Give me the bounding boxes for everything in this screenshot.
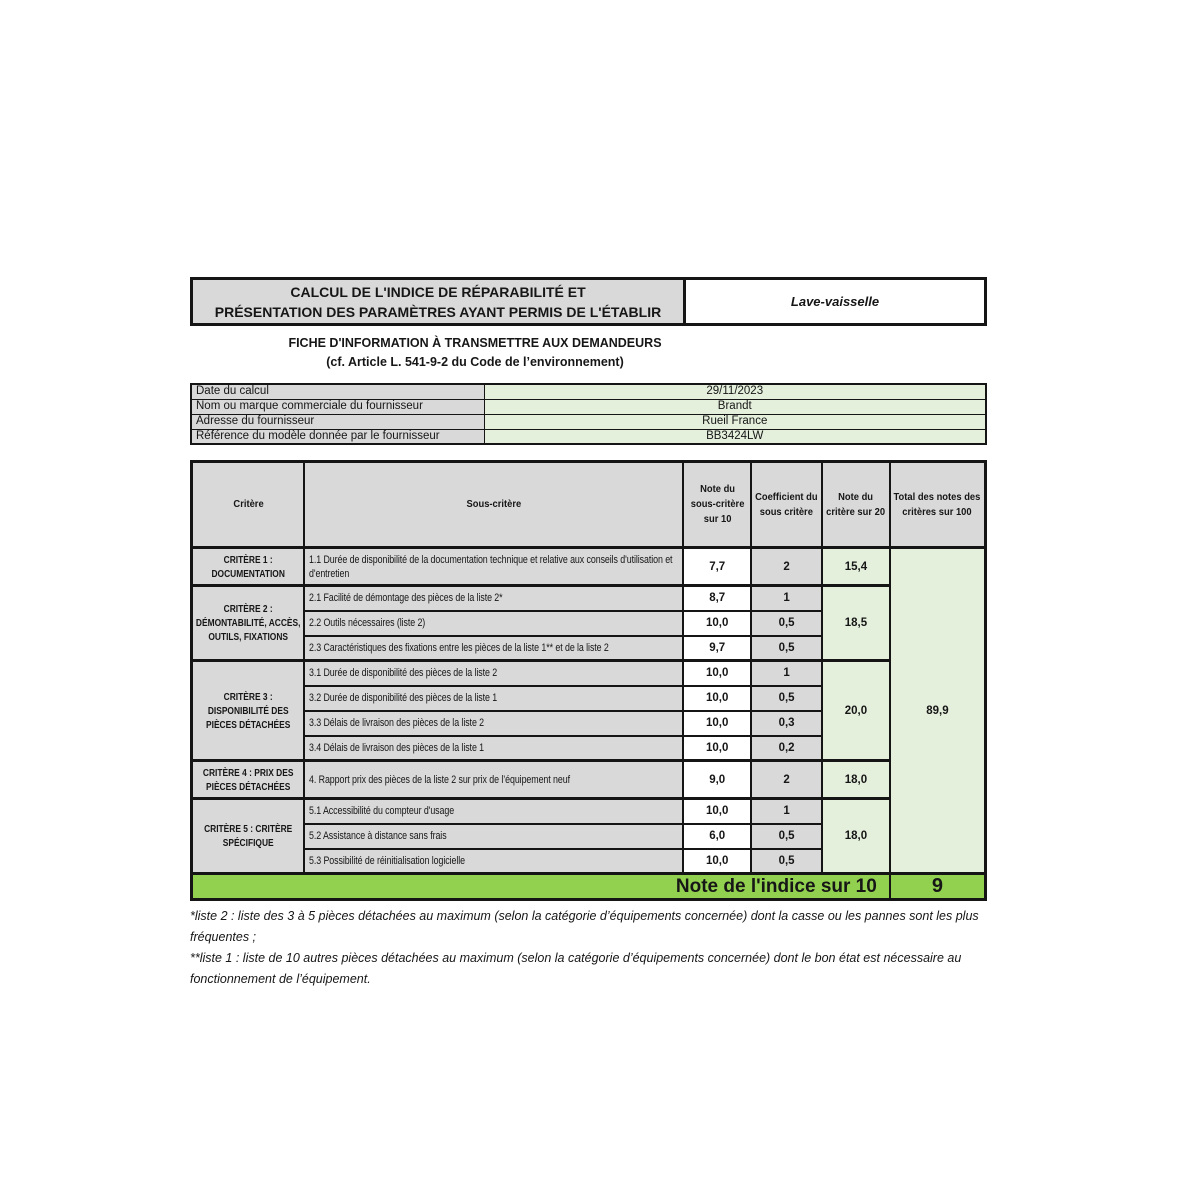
info-label: Date du calcul	[191, 384, 484, 399]
subtitle-line-1: FICHE D'INFORMATION À TRANSMETTRE AUX DEMANDEURS	[288, 336, 662, 350]
sub-score-cell: 10,0	[683, 736, 751, 761]
sub-criterion-cell: 5.2 Assistance à distance sans frais	[304, 824, 683, 849]
coefficient-cell: 2	[751, 548, 822, 586]
info-row-brand	[191, 399, 986, 414]
sub-criterion-cell: 2.1 Facilité de démontage des pièces de la liste 2*	[304, 586, 683, 611]
info-value: 29/11/2023	[484, 384, 986, 399]
table-row	[192, 761, 986, 799]
coefficient-cell: 0,3	[751, 711, 822, 736]
criterion-score-cell: 15,4	[822, 548, 890, 586]
sub-score-cell: 9,0	[683, 761, 751, 799]
coefficient-cell: 0,5	[751, 824, 822, 849]
info-label: Référence du modèle donnée par le fournisseur	[191, 429, 484, 444]
header-criterion-score-20: Note du critère sur 20	[822, 462, 890, 548]
supplier-info-table	[190, 383, 987, 445]
info-row-date	[191, 384, 986, 399]
sub-score-cell: 8,7	[683, 586, 751, 611]
table-row	[192, 661, 986, 686]
sub-score-cell: 10,0	[683, 849, 751, 874]
sub-score-cell: 9,7	[683, 636, 751, 661]
criterion-1-cell: CRITÈRE 1 : DOCUMENTATION	[192, 548, 305, 586]
coefficient-cell: 0,5	[751, 611, 822, 636]
footnote-liste-2: *liste 2 : liste des 3 à 5 pièces détachées au maximum (selon la catégorie d’équipements concernée) dont la casse ou les pannes sont les plus fréquentes ;	[190, 909, 979, 944]
info-row-reference	[191, 429, 986, 444]
footnotes	[190, 906, 990, 990]
title-line-2: PRÉSENTATION DES PARAMÈTRES AYANT PERMIS DE L'ÉTABLIR	[214, 303, 662, 320]
sub-score-cell: 6,0	[683, 824, 751, 849]
final-index-value: 9	[890, 874, 986, 900]
table-row	[192, 799, 986, 824]
coefficient-cell: 0,5	[751, 636, 822, 661]
coefficient-cell: 1	[751, 661, 822, 686]
coefficient-cell: 0,5	[751, 686, 822, 711]
footnote-liste-1: **liste 1 : liste de 10 autres pièces détachées au maximum (selon la catégorie d’équipements concernée) dont le bon état est nécessaire au fonctionnement de l’équipement.	[190, 951, 962, 986]
score-table	[190, 460, 987, 901]
criterion-3-cell: CRITÈRE 3 : DISPONIBILITÉ DES PIÈCES DÉTACHÉES	[192, 661, 305, 761]
header-total-100: Total des notes des critères sur 100	[890, 462, 986, 548]
product-type-box	[686, 280, 984, 323]
sub-criterion-cell: 2.3 Caractéristiques des fixations entre les pièces de la liste 1** et de la liste 2	[304, 636, 683, 661]
coefficient-cell: 0,5	[751, 849, 822, 874]
criterion-4-cell: CRITÈRE 4 : PRIX DES PIÈCES DÉTACHÉES	[192, 761, 305, 799]
sub-score-cell: 7,7	[683, 548, 751, 586]
info-label: Adresse du fournisseur	[191, 414, 484, 429]
criterion-5-cell: CRITÈRE 5 : CRITÈRE SPÉCIFIQUE	[192, 799, 305, 874]
coefficient-cell: 1	[751, 799, 822, 824]
header-sub-criterion: Sous-critère	[304, 462, 683, 548]
sub-score-cell: 10,0	[683, 661, 751, 686]
title-line-1: CALCUL DE L'INDICE DE RÉPARABILITÉ ET	[290, 283, 586, 300]
final-index-label: Note de l'indice sur 10	[192, 874, 890, 900]
coefficient-cell: 2	[751, 761, 822, 799]
criterion-score-cell: 18,0	[822, 799, 890, 874]
sub-criterion-cell: 3.4 Délais de livraison des pièces de la liste 1	[304, 736, 683, 761]
sub-score-cell: 10,0	[683, 611, 751, 636]
final-index-row	[192, 874, 986, 900]
header-criterion: Critère	[192, 462, 305, 548]
header-coefficient: Coefficient du sous critère	[751, 462, 822, 548]
sub-criterion-cell: 3.3 Délais de livraison des pièces de la liste 2	[304, 711, 683, 736]
table-row	[192, 586, 986, 611]
coefficient-cell: 1	[751, 586, 822, 611]
sub-score-cell: 10,0	[683, 711, 751, 736]
product-type-label: Lave-vaisselle	[790, 294, 880, 309]
score-table-header-row	[192, 462, 986, 548]
sub-score-cell: 10,0	[683, 799, 751, 824]
sub-score-cell: 10,0	[683, 686, 751, 711]
coefficient-cell: 0,2	[751, 736, 822, 761]
sub-criterion-cell: 3.2 Durée de disponibilité des pièces de la liste 1	[304, 686, 683, 711]
criterion-score-cell: 18,5	[822, 586, 890, 661]
document-subtitle	[190, 334, 760, 372]
sub-criterion-cell: 3.1 Durée de disponibilité des pièces de la liste 2	[304, 661, 683, 686]
info-label: Nom ou marque commerciale du fournisseur	[191, 399, 484, 414]
criterion-score-cell: 20,0	[822, 661, 890, 761]
table-row	[192, 548, 986, 586]
sub-criterion-cell: 1.1 Durée de disponibilité de la documentation technique et relative aux conseils d'utilisation et d'entretien	[304, 548, 683, 586]
criterion-score-cell: 18,0	[822, 761, 890, 799]
document-header	[190, 277, 987, 326]
total-score-cell: 89,9	[890, 548, 986, 874]
criterion-2-cell: CRITÈRE 2 : DÉMONTABILITÉ, ACCÈS, OUTILS, FIXATIONS	[192, 586, 305, 661]
info-value: Brandt	[484, 399, 986, 414]
sub-criterion-cell: 4. Rapport prix des pièces de la liste 2 sur prix de l’équipement neuf	[304, 761, 683, 799]
info-value: BB3424LW	[484, 429, 986, 444]
sub-criterion-cell: 2.2 Outils nécessaires (liste 2)	[304, 611, 683, 636]
sub-criterion-cell: 5.1 Accessibilité du compteur d'usage	[304, 799, 683, 824]
header-sub-score-10: Note du sous-critère sur 10	[683, 462, 751, 548]
document-title	[193, 280, 686, 323]
subtitle-line-2: (cf. Article L. 541-9-2 du Code de l’environnement)	[326, 355, 624, 369]
info-value: Rueil France	[484, 414, 986, 429]
sub-criterion-cell: 5.3 Possibilité de réinitialisation logicielle	[304, 849, 683, 874]
info-row-address	[191, 414, 986, 429]
